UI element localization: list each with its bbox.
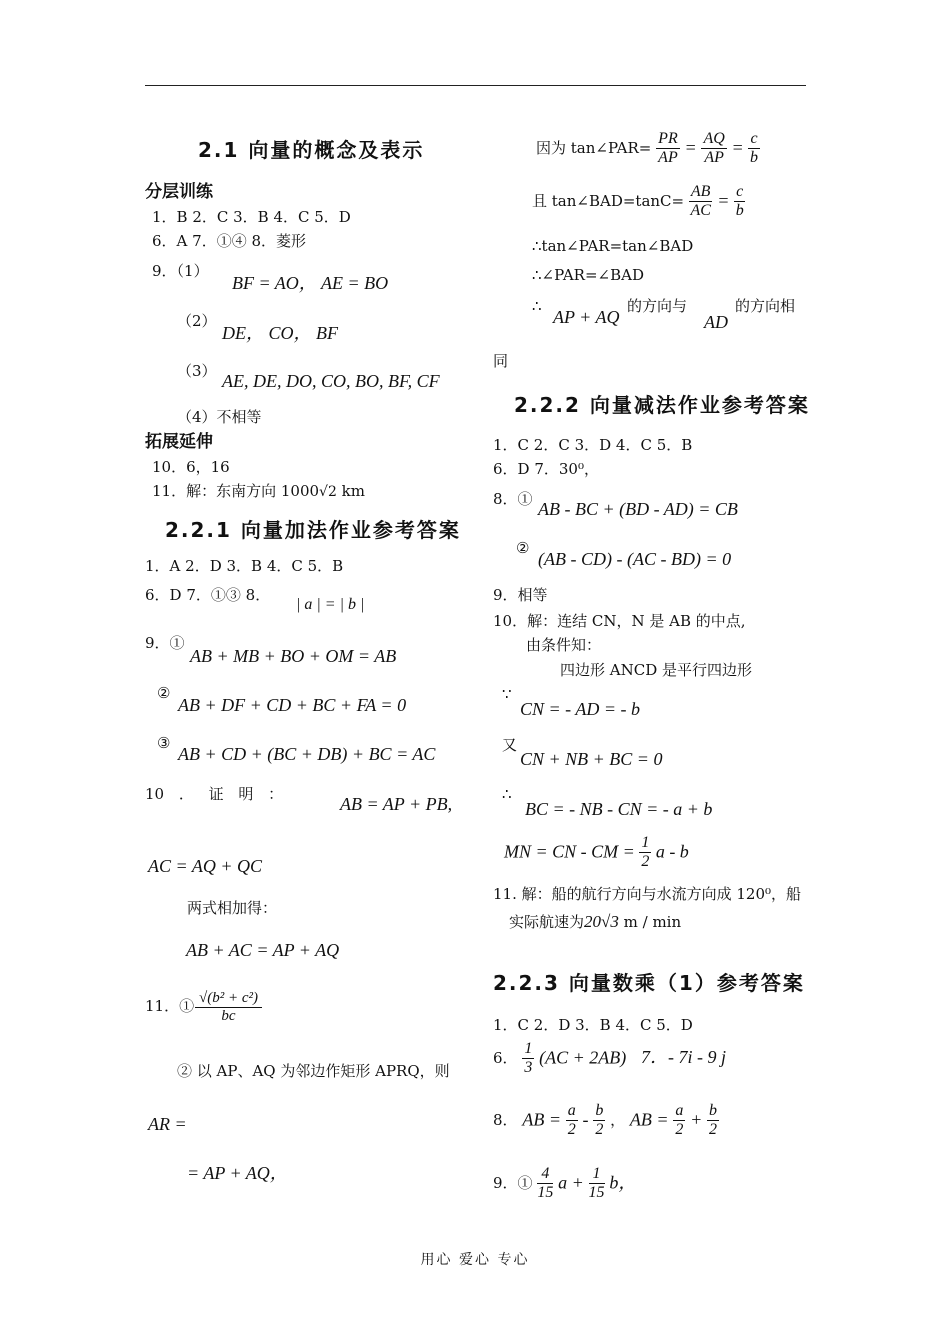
answer-label: ②: [157, 684, 171, 702]
proof-text: 的方向相: [735, 297, 796, 315]
proof-text: 的方向与: [627, 297, 688, 315]
answer-line: [493, 1040, 726, 1076]
fraction-numerator: b: [709, 1102, 718, 1119]
answer-line: 1．B 2．C 3．B 4．C 5．D: [152, 208, 351, 226]
proof-line: [536, 130, 760, 166]
answer-line: 1．C 2．D 3．B 4．C 5．D: [493, 1016, 693, 1034]
fraction-numerator: PR: [658, 130, 678, 147]
fraction-denominator: b: [750, 148, 759, 166]
fraction-numerator: AQ: [703, 130, 725, 147]
answer-text: 实际航速为: [509, 913, 585, 931]
proof-label: 又: [502, 736, 518, 754]
answer-line: 11. 解：船的航行方向与水流方向成 120⁰，船: [493, 885, 802, 903]
fraction: [566, 1102, 578, 1138]
fraction: [673, 1102, 685, 1138]
answer-formula: CN + NB + BC = 0: [520, 749, 663, 769]
answer-formula: AE, DE, DO, CO, BO, BF, CF: [222, 371, 440, 391]
answer-formula: AR =: [148, 1114, 187, 1134]
fraction-denominator: AP: [658, 148, 678, 166]
proof-label: ∵: [502, 685, 512, 703]
answer-label: 10 ． 证 明 ：: [145, 785, 284, 803]
answer-formula: [504, 834, 689, 870]
fraction-numerator: √(b² + c²): [195, 990, 262, 1008]
fraction-denominator: 2: [567, 1120, 576, 1138]
answer-label: 8．①: [493, 490, 533, 508]
answer-label: 9．①: [145, 634, 185, 652]
answer-line: 四边形 ANCD 是平行四边形: [560, 661, 752, 679]
fraction: [589, 1165, 605, 1201]
section-title-2-1: 2.1 向量的概念及表示: [198, 138, 425, 162]
fraction-denominator: 2: [595, 1120, 604, 1138]
answer-label: （2）: [177, 312, 217, 330]
answer-formula: BC = - NB - CN = - a + b: [525, 799, 713, 819]
answer-formula: AB + AC = AP + AQ: [186, 940, 340, 960]
answer-formula: AB + DF + CD + BC + FA = 0: [178, 695, 407, 715]
answer-line: （4）不相等: [177, 408, 262, 426]
fraction: [707, 1102, 719, 1138]
fraction-numerator: a: [675, 1102, 684, 1119]
answer-formula: AB - BC + (BD - AD) = CB: [538, 499, 738, 519]
sqrt-value: √2: [319, 484, 337, 500]
answer-formula: = AP + AQ，: [187, 1163, 288, 1183]
answer-line: 6．A 7．①④ 8．菱形: [152, 232, 306, 250]
answer-line: [493, 1165, 636, 1201]
unit-text: m / min: [618, 913, 682, 931]
answer-line: 9．相等: [493, 586, 548, 604]
formula-text: a +: [558, 1172, 584, 1193]
proof-line: ∴∠PAR=∠BAD: [532, 266, 644, 284]
fraction-denominator: 15: [588, 1183, 605, 1201]
fraction-denominator: 2: [641, 852, 650, 870]
answer-text: 9．①: [493, 1174, 533, 1193]
answer-label: 9．（1）: [152, 262, 209, 280]
subheading-extension: 拓展延伸: [145, 432, 213, 452]
fraction-denominator: bc: [221, 1007, 236, 1024]
fraction-numerator: c: [750, 130, 758, 147]
fraction: [195, 990, 262, 1024]
answer-formula: AD: [704, 312, 728, 332]
answer-line: [509, 912, 681, 932]
fraction-denominator: 3: [524, 1058, 533, 1076]
fraction-denominator: AC: [690, 201, 711, 219]
minus-sign: -: [582, 1109, 589, 1130]
fraction-denominator: AP: [704, 148, 724, 166]
fraction-numerator: 1: [641, 834, 650, 851]
plus-sign: +: [690, 1109, 703, 1130]
answer-formula: (AB - CD) - (AC - BD) = 0: [538, 549, 732, 569]
answer-formula: CN = - AD = - b: [520, 699, 640, 719]
answer-formula: BF = AO， AE = BO: [232, 273, 389, 293]
unit-text: km: [336, 482, 365, 500]
answer-formula: AB = AP + PB,: [340, 794, 453, 814]
fraction-denominator: 2: [709, 1120, 718, 1138]
section-title-2-2-2: 2.2.2 向量减法作业参考答案: [514, 393, 810, 417]
fraction-denominator: 2: [675, 1120, 684, 1138]
equals-sign: =: [731, 137, 744, 158]
answer-label: ②: [516, 539, 530, 557]
fraction: [734, 183, 745, 219]
fraction: [537, 1165, 553, 1201]
answer-line: 6．D 7．30⁰，: [493, 460, 599, 478]
fraction-numerator: 1: [524, 1040, 533, 1057]
answer-formula: | a | = | b |: [296, 596, 365, 613]
equals-sign: =: [717, 190, 730, 211]
answer-formula: AP + AQ: [553, 307, 620, 327]
formula-text: AB =: [629, 1109, 669, 1130]
answer-text: 8．: [493, 1111, 518, 1130]
fraction-numerator: c: [736, 183, 744, 200]
fraction-denominator: b: [735, 201, 744, 219]
answer-line: 10．解：连结 CN，N 是 AB 的中点,: [493, 612, 746, 630]
fraction: [593, 1102, 605, 1138]
formula-text: a - b: [655, 841, 689, 862]
answer-line: [152, 482, 365, 501]
subheading-layered-practice: 分层训练: [145, 182, 213, 202]
answer-label: 11．①: [145, 997, 195, 1015]
equals-sign: =: [684, 137, 697, 158]
proof-line: ∴tan∠PAR=tan∠BAD: [532, 237, 694, 255]
answer-line: 6．D 7．①③ 8．: [145, 586, 271, 604]
answer-text: 6．: [493, 1049, 518, 1068]
answer-formula: AB + MB + BO + OM = AB: [190, 646, 397, 666]
proof-text: 因为 tan∠PAR=: [536, 139, 652, 158]
proof-label: ∴: [502, 785, 512, 803]
header-rule: [145, 85, 806, 86]
answer-text: 11．解：东南方向 1000: [152, 482, 320, 500]
section-title-2-2-3: 2.2.3 向量数乘（1）参考答案: [493, 971, 805, 995]
proof-label: ∴: [532, 297, 542, 315]
answer-line: [493, 1102, 719, 1138]
fraction-numerator: b: [595, 1102, 604, 1119]
fraction-denominator: 15: [537, 1183, 554, 1201]
formula-text: 7．- 7i - 9 j: [641, 1047, 727, 1068]
page-footer: 用心 爱心 专心: [420, 1252, 530, 1268]
fraction-numerator: AB: [690, 183, 711, 200]
answer-line: 1．C 2．C 3．D 4．C 5．B: [493, 436, 693, 454]
formula-text: AB =: [522, 1109, 561, 1130]
answer-line: 两式相加得：: [187, 899, 278, 917]
fraction: [689, 183, 713, 219]
fraction: [656, 130, 680, 166]
formula-text: MN = CN - CM =: [504, 841, 635, 862]
answer-line: 1．A 2．D 3．B 4．C 5．B: [145, 557, 344, 575]
answer-label: （3）: [177, 362, 217, 380]
fraction-numerator: a: [567, 1102, 576, 1119]
formula-text: b，: [609, 1172, 637, 1193]
comma: ，: [610, 1111, 626, 1130]
fraction-numerator: 1: [589, 1165, 605, 1184]
fraction: [701, 130, 726, 166]
speed-value: 20√3: [584, 912, 619, 931]
fraction: [522, 1040, 534, 1076]
answer-formula: AC = AQ + QC: [148, 856, 262, 876]
answer-formula: AB + CD + (BC + DB) + BC = AC: [178, 744, 436, 764]
proof-text: 同: [493, 352, 509, 370]
fraction: [639, 834, 651, 870]
answer-label: ③: [157, 734, 171, 752]
section-title-2-2-1: 2.2.1 向量加法作业参考答案: [165, 518, 461, 542]
answer-line: 由条件知：: [526, 636, 602, 654]
answer-line: ② 以 AP、AQ 为邻边作矩形 APRQ，则: [177, 1062, 450, 1080]
fraction: [748, 130, 759, 166]
answer-formula: DE， CO， BF: [222, 323, 338, 343]
answer-line: 10．6，16: [152, 458, 230, 476]
fraction-numerator: 4: [537, 1165, 553, 1184]
proof-line: [532, 183, 745, 219]
formula-text: (AC + 2AB): [539, 1047, 627, 1068]
proof-text: 且 tan∠BAD=tanC=: [532, 192, 685, 211]
